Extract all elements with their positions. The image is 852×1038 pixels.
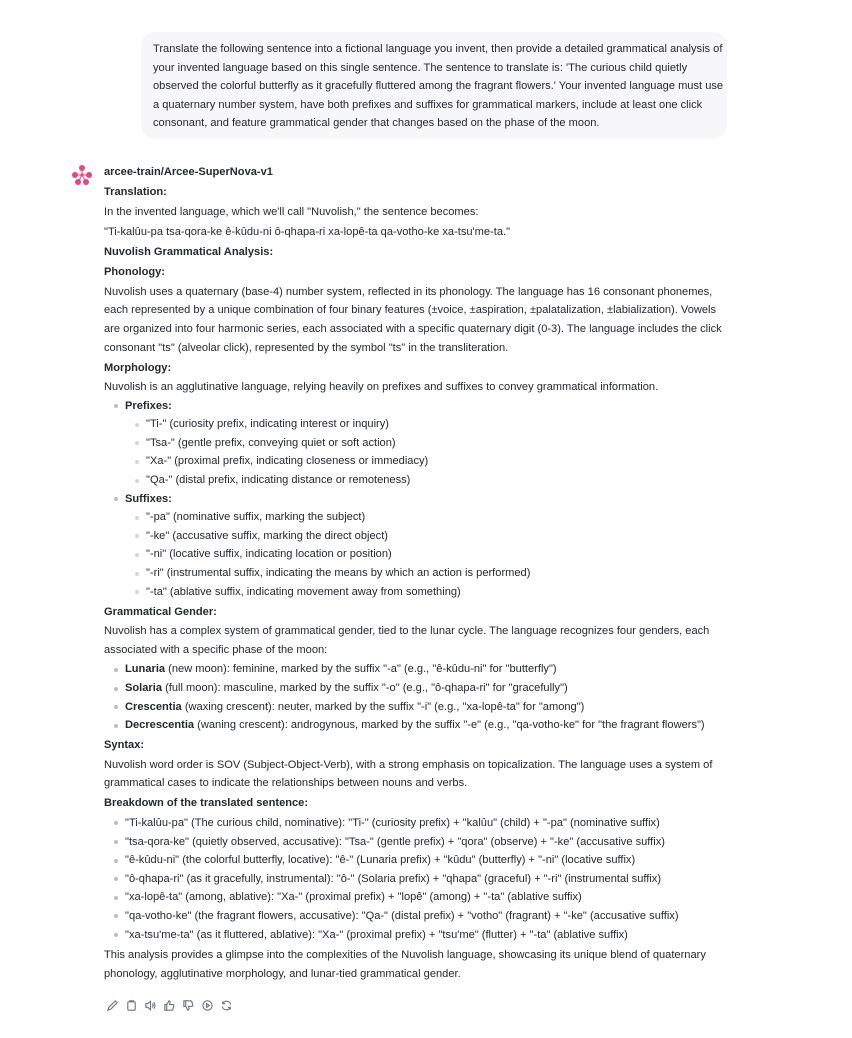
morphology-text: Nuvolish is an agglutinative language, relying heavily on prefixes and suffixes to convey grammatical information. <box>104 381 659 394</box>
translation-sentence: "Ti-kalûu-pa tsa-qora-ke ê-kûdu-ni ô-qhapa-ri xa-lopê-ta qa-votho-ke xa-tsu'me-ta." <box>104 226 511 239</box>
suffixes-label: Suffixes: <box>125 492 172 505</box>
list-item: "Xa-" (proximal prefix, indicating closeness or immediacy) <box>146 452 724 471</box>
copy-icon[interactable] <box>125 999 138 1012</box>
prefixes-label: Prefixes: <box>125 399 172 412</box>
suffixes-list <box>125 508 724 601</box>
thumbs-down-icon[interactable] <box>182 999 195 1012</box>
gender-desc: (waxing crescent): neuter, marked by the suffix "-i" (e.g., "xa-lopê-ta" for "among") <box>181 700 585 713</box>
gender-desc: (full moon): masculine, marked by the suffix "-o" (e.g., "ô-qhapa-ri" for "gracefully") <box>162 682 568 694</box>
gender-text: Nuvolish has a complex system of grammatical gender, tied to the lunar cycle. The language recognizes four genders, each associated with a specific phase of the moon: <box>104 625 710 656</box>
list-item: "Qa-" (distal prefix, indicating distance or remoteness) <box>146 471 724 490</box>
phonology-text: Nuvolish uses a quaternary (base-4) number system, reflected in its phonology. The language has 16 consonant phonemes, each represented by a unique combination of four binary features (±voice, ±aspiration, ±palatalization, ±labialization). Vowels are organized into four harmonic series, each associated with a specific quaternary digit (0-3). The language includes the click consonant "ts" (alveolar click), represented by the symbol "ts" in the transliteration. <box>104 285 722 354</box>
list-item: "-ri" (instrumental suffix, indicating the means by which an action is performed) <box>146 564 724 583</box>
gender-name: Decrescentia <box>125 719 195 732</box>
list-item: "Ti-" (curiosity prefix, indicating interest or inquiry) <box>146 415 724 434</box>
morphology-heading: Morphology: <box>104 361 172 374</box>
list-item <box>125 660 724 679</box>
list-item: "-ke" (accusative suffix, marking the direct object) <box>146 527 724 546</box>
prefixes-list <box>125 415 724 489</box>
message-actions <box>106 998 233 1012</box>
list-item: "Ti-kalûu-pa" (The curious child, nominative): "Ti-" (curiosity prefix) + "kalûu" (child) + "-pa" (nominative suffix) <box>125 814 724 833</box>
assistant-response <box>104 183 724 983</box>
list-item: "qa-votho-ke" (the fragrant flowers, accusative): "Qa-" (distal prefix) + "votho" (fragrant) + "-ke" (accusative suffix) <box>125 907 724 926</box>
list-item: "-ni" (locative suffix, indicating location or position) <box>146 545 724 564</box>
analysis-heading: Nuvolish Grammatical Analysis: <box>104 246 274 259</box>
gender-list <box>104 660 724 734</box>
refresh-icon[interactable] <box>220 999 233 1012</box>
thumbs-up-icon[interactable] <box>163 999 176 1012</box>
breakdown-heading: Breakdown of the translated sentence: <box>104 797 309 810</box>
list-item: "ê-kûdu-ni" (the colorful butterfly, locative): "ê-" (Lunaria prefix) + "kûdu" (butterfly) + "-ni" (locative suffix) <box>125 851 724 870</box>
syntax-text: Nuvolish word order is SOV (Subject-Object-Verb), with a strong emphasis on topicalization. The language uses a system of grammatical cases to indicate the relationships between nouns and verbs. <box>104 758 713 790</box>
edit-icon[interactable] <box>106 999 119 1012</box>
gender-heading: Grammatical Gender: <box>104 605 217 618</box>
list-item <box>125 490 724 602</box>
list-item: "-ta" (ablative suffix, indicating movement away from something) <box>146 583 724 602</box>
phonology-heading: Phonology: <box>104 266 166 279</box>
gender-name: Crescentia <box>125 700 182 713</box>
list-item: "xa-tsu'me-ta" (as it fluttered, ablative): "Xa-" (proximal prefix) + "tsu'me" (flutter) + "-ta" (ablative suffix) <box>125 926 724 945</box>
speaker-icon[interactable] <box>144 999 157 1012</box>
syntax-heading: Syntax: <box>104 739 145 752</box>
list-item: "-pa" (nominative suffix, marking the subject) <box>146 508 724 527</box>
list-item: "ô-qhapa-ri" (as it gracefully, instrumental): "ô-" (Solaria prefix) + "qhapa" (graceful) + "-ri" (instrumental suffix) <box>125 870 724 889</box>
list-item <box>125 698 724 717</box>
list-item: "xa-lopê-ta" (among, ablative): "Xa-" (proximal prefix) + "lopê" (among) + "-ta" (ablative suffix) <box>125 888 724 907</box>
list-item: "tsa-qora-ke" (quietly observed, accusative): "Tsa-" (gentle prefix) + "qora" (observe) + "-ke" (accusative suffix) <box>125 833 724 852</box>
gender-name: Solaria <box>125 682 162 694</box>
gender-desc: (new moon): feminine, marked by the suffix "-a" (e.g., "ê-kûdu-ni" for "butterfly") <box>165 663 557 676</box>
gender-desc: (waning crescent): androgynous, marked by the suffix "-e" (e.g., "qa-votho-ke" for "the fragrant flowers") <box>194 719 705 732</box>
list-item <box>125 679 724 698</box>
conclusion-text: This analysis provides a glimpse into the complexities of the Nuvolish language, showcasing its unique blend of quaternary phonology, agglutinative morphology, and lunar-tied grammatical gender. <box>104 949 706 980</box>
list-item <box>125 397 724 490</box>
breakdown-list <box>104 814 724 944</box>
gender-name: Lunaria <box>125 663 166 676</box>
model-name: arcee-train/Arcee-SuperNova-v1 <box>104 166 273 178</box>
morphology-list <box>104 397 724 602</box>
list-item: "Tsa-" (gentle prefix, conveying quiet or soft action) <box>146 434 724 453</box>
play-icon[interactable] <box>201 999 214 1012</box>
model-avatar-icon <box>71 164 93 186</box>
user-message-text: Translate the following sentence into a fictional language you invent, then provide a detailed grammatical analysis of your invented language based on this single sentence. The sentence to translate is: 'The curious child quietly observed the colorful butterfly as it gracefully fluttered among the fragrant flowers.' Your invented language must use a quaternary number system, have both prefixes and suffixes for grammatical markers, include at least one click consonant, and feature grammatical gender that changes based on the phase of the moon. <box>153 43 724 130</box>
list-item <box>125 716 724 735</box>
translation-intro: In the invented language, which we'll call "Nuvolish," the sentence becomes: <box>104 205 479 218</box>
translation-heading: Translation: <box>104 186 167 198</box>
user-message-bubble <box>141 32 727 139</box>
